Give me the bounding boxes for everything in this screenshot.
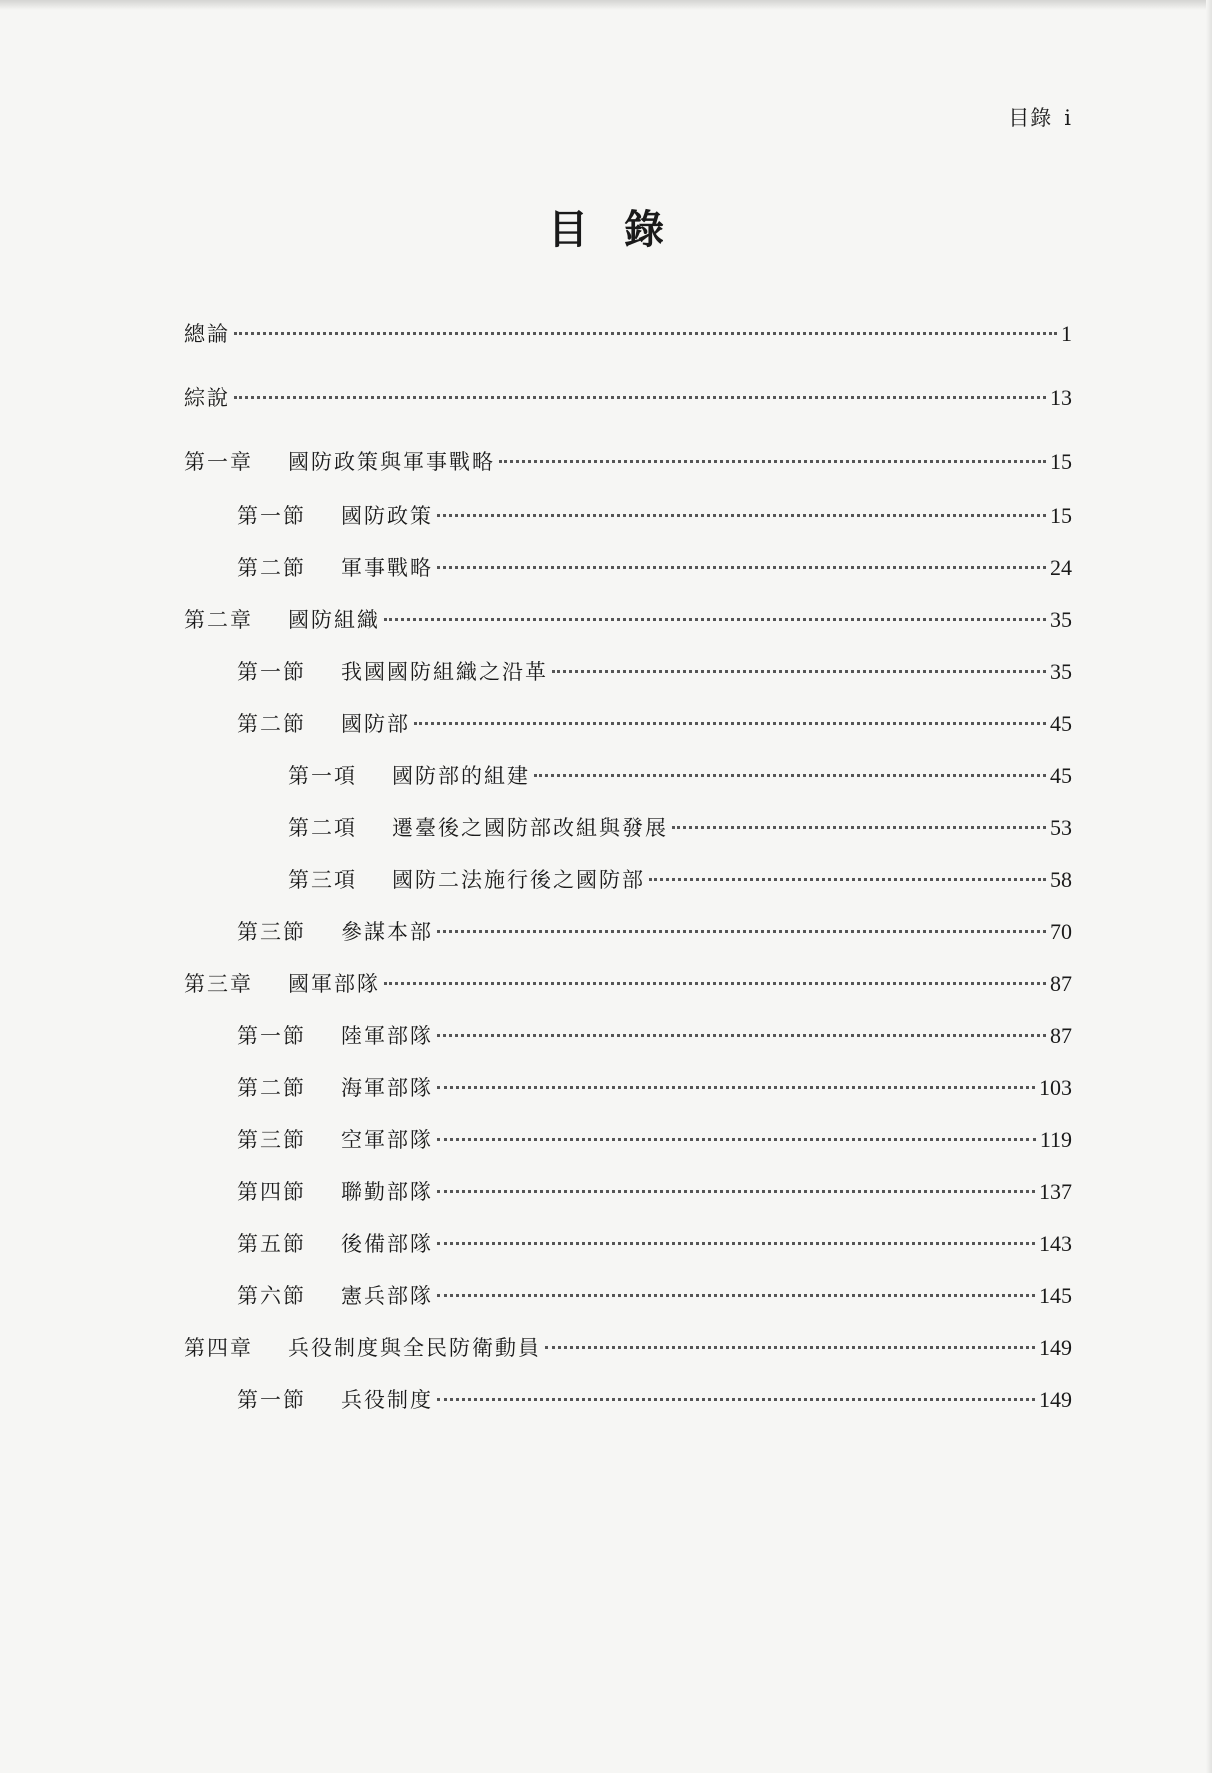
toc-entry-page-number: 103	[1039, 1075, 1072, 1100]
toc-entry	[237, 1020, 1072, 1050]
toc-entry-title: 憲兵部隊	[341, 1284, 433, 1308]
toc-entry-number: 第一節	[237, 1024, 306, 1048]
toc-dot-leader	[437, 1190, 1035, 1193]
toc-entry-title: 參謀本部	[341, 920, 433, 944]
toc-entry-number: 第一節	[237, 1388, 306, 1412]
running-header-section: 目錄	[1008, 106, 1053, 130]
toc-entry-page-number: 145	[1039, 1283, 1072, 1308]
toc-entry-number: 第六節	[237, 1284, 306, 1308]
toc-entry-title: 陸軍部隊	[341, 1024, 433, 1048]
toc-entry	[237, 1384, 1072, 1414]
toc-entry	[288, 864, 1072, 894]
toc-entry	[237, 916, 1072, 946]
toc-entry	[184, 318, 1072, 348]
toc-entry	[288, 812, 1072, 842]
toc-entry-label	[237, 1176, 433, 1206]
toc-entry-label	[237, 1124, 433, 1154]
toc-entry	[237, 1176, 1072, 1206]
toc-entry-number: 第四章	[184, 1336, 253, 1360]
toc-entry-page-number: 119	[1039, 1127, 1072, 1152]
toc-dot-leader	[499, 460, 1046, 463]
toc-entry-page-number: 15	[1050, 449, 1072, 474]
toc-entry	[237, 1124, 1072, 1154]
toc-entry-title: 遷臺後之國防部改組與發展	[392, 816, 668, 840]
toc-entry-page-number: 35	[1050, 607, 1072, 632]
toc-entry-label	[288, 864, 645, 894]
toc-entry-page-number: 35	[1050, 659, 1072, 684]
toc-entry	[237, 1072, 1072, 1102]
toc-entry	[237, 500, 1072, 530]
toc-dot-leader	[437, 566, 1046, 569]
toc-dot-leader	[437, 1294, 1035, 1297]
toc-entry-title: 兵役制度	[341, 1388, 433, 1412]
toc-entry-page-number: 13	[1050, 385, 1072, 410]
toc-entry	[184, 446, 1072, 476]
toc-entry	[237, 1228, 1072, 1258]
toc-dot-leader	[437, 930, 1046, 933]
toc-entry-title: 聯勤部隊	[341, 1180, 433, 1204]
toc-entry	[237, 656, 1072, 686]
toc-entry-title: 軍事戰略	[341, 556, 433, 580]
toc-entry-title: 國防組織	[288, 608, 380, 632]
toc-entry-title: 我國國防組織之沿革	[341, 660, 548, 684]
toc-entry-title: 國防政策與軍事戰略	[288, 450, 495, 474]
toc-entry-label	[237, 1280, 433, 1310]
toc-entry-label	[184, 1332, 541, 1362]
toc-entry	[184, 604, 1072, 634]
toc-entry-label	[184, 968, 380, 998]
toc-entry-label	[184, 318, 230, 348]
toc-entry-label	[288, 760, 530, 790]
toc-dot-leader	[534, 774, 1046, 777]
toc-entry-page-number: 137	[1039, 1179, 1072, 1204]
toc-entry-number: 第一項	[288, 764, 357, 788]
toc-entry-number: 第一節	[237, 660, 306, 684]
toc-entry	[184, 1332, 1072, 1362]
toc-entry-page-number: 70	[1050, 919, 1072, 944]
toc-entry-page-number: 15	[1050, 503, 1072, 528]
toc-entry-title: 空軍部隊	[341, 1128, 433, 1152]
toc-entry-label	[184, 604, 380, 634]
running-header-page-number: i	[1064, 106, 1072, 130]
toc-entry-label	[237, 1020, 433, 1050]
toc-entry-number: 第二節	[237, 712, 306, 736]
toc-entry-page-number: 87	[1050, 971, 1072, 996]
toc-entry-title: 綜說	[184, 386, 230, 410]
toc-entry-title: 國軍部隊	[288, 972, 380, 996]
toc-entry-page-number: 149	[1039, 1335, 1072, 1360]
toc-entry-label	[184, 382, 230, 412]
toc-entry-number: 第二節	[237, 1076, 306, 1100]
toc-entry-page-number: 143	[1039, 1231, 1072, 1256]
page-title: 目錄	[548, 206, 700, 253]
toc-entry	[237, 552, 1072, 582]
toc-entry-title: 國防部	[341, 712, 410, 736]
toc-dot-leader	[437, 1086, 1035, 1089]
toc-entry-number: 第三項	[288, 868, 357, 892]
toc-entry-number: 第二項	[288, 816, 357, 840]
toc-entry-page-number: 24	[1050, 555, 1072, 580]
toc-entry-page-number: 45	[1050, 711, 1072, 736]
toc-entry-title: 後備部隊	[341, 1232, 433, 1256]
toc-entry-number: 第一章	[184, 450, 253, 474]
toc-entry-label	[288, 812, 668, 842]
toc-dot-leader	[234, 332, 1057, 335]
toc-entry-number: 第三章	[184, 972, 253, 996]
toc-entry-number: 第三節	[237, 1128, 306, 1152]
toc-entry	[184, 382, 1072, 412]
toc-entry-label	[184, 446, 495, 476]
toc-dot-leader	[437, 1138, 1036, 1141]
toc-dot-leader	[437, 514, 1046, 517]
toc-entry	[237, 708, 1072, 738]
toc-entry-number: 第四節	[237, 1180, 306, 1204]
toc-entry-label	[237, 1072, 433, 1102]
toc-dot-leader	[545, 1346, 1035, 1349]
toc-dot-leader	[437, 1242, 1035, 1245]
toc-entry-number: 第三節	[237, 920, 306, 944]
toc-entry-label	[237, 1384, 433, 1414]
toc-dot-leader	[437, 1034, 1046, 1037]
toc-entry-label	[237, 916, 433, 946]
toc-entry-label	[237, 552, 433, 582]
toc-entry-number: 第二節	[237, 556, 306, 580]
toc-entry-label	[237, 1228, 433, 1258]
toc-dot-leader	[384, 982, 1046, 985]
toc-entry	[184, 968, 1072, 998]
toc-dot-leader	[234, 396, 1046, 399]
toc-entry	[237, 1280, 1072, 1310]
toc-dot-leader	[414, 722, 1046, 725]
toc-entry-title: 總論	[184, 322, 230, 346]
toc-entry-label	[237, 708, 410, 738]
toc-entry-page-number: 1	[1061, 321, 1072, 346]
toc-entry-title: 國防政策	[341, 504, 433, 528]
toc-entry-label	[237, 500, 433, 530]
toc-entry-number: 第五節	[237, 1232, 306, 1256]
toc-entry-title: 國防二法施行後之國防部	[392, 868, 645, 892]
toc-entry-number: 第一節	[237, 504, 306, 528]
toc-entry-page-number: 87	[1050, 1023, 1072, 1048]
toc-entry-title: 國防部的組建	[392, 764, 530, 788]
toc-dot-leader	[649, 878, 1046, 881]
toc-entry-title: 兵役制度與全民防衛動員	[288, 1336, 541, 1360]
toc-entry-title: 海軍部隊	[341, 1076, 433, 1100]
toc-dot-leader	[437, 1398, 1035, 1401]
toc-entry	[288, 760, 1072, 790]
toc-entry-number: 第二章	[184, 608, 253, 632]
toc-entry-label	[237, 656, 548, 686]
toc-dot-leader	[672, 826, 1046, 829]
toc-dot-leader	[384, 618, 1046, 621]
toc-entry-page-number: 53	[1050, 815, 1072, 840]
toc-entry-page-number: 45	[1050, 763, 1072, 788]
toc-entry-page-number: 58	[1050, 867, 1072, 892]
toc-entry-page-number: 149	[1039, 1387, 1072, 1412]
toc-dot-leader	[552, 670, 1046, 673]
